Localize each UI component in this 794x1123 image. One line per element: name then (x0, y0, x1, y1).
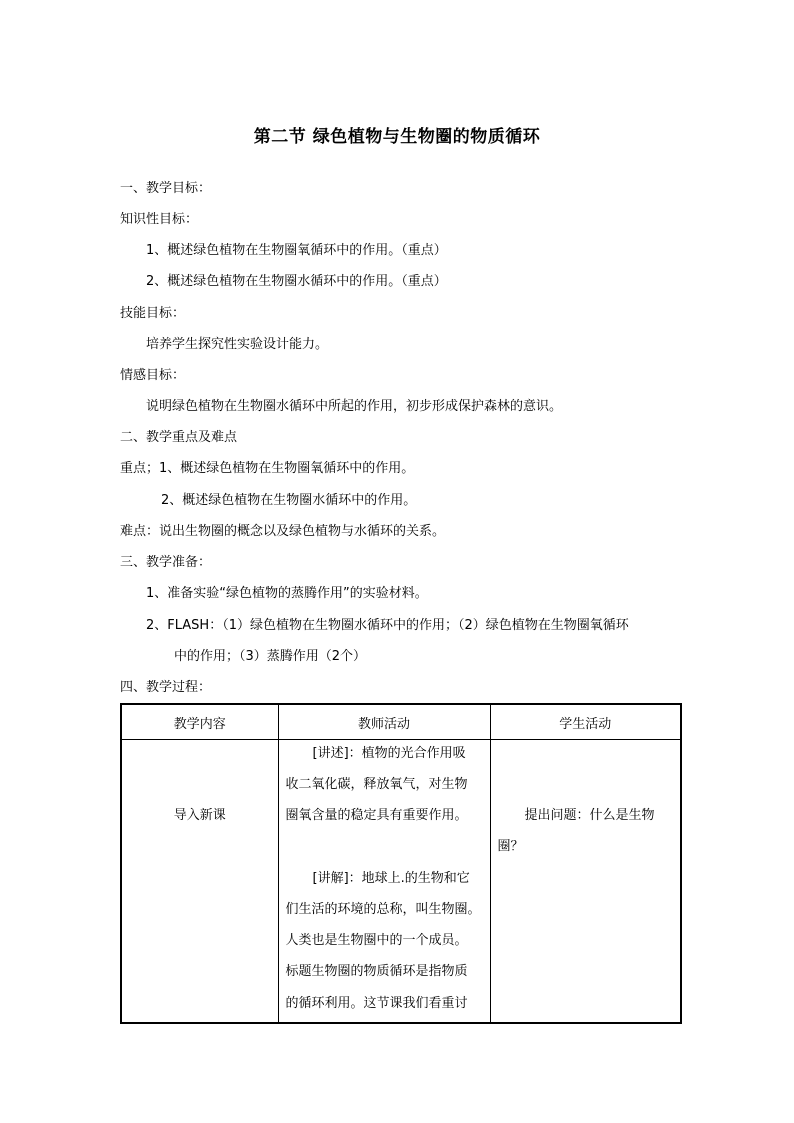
prep-item-2: 2、FLASH：（1）绿色植物在生物圈水循环中的作用；（2）绿色植物在生物圈氧循环 (146, 618, 629, 633)
teacher-line: 们生活的环境的总称，叫生物圈。 (285, 902, 481, 917)
emotion-text: 说明绿色植物在生物圈水循环中所起的作用，初步形成保护森林的意识。 (146, 399, 563, 414)
header-teacher: 教师活动 (278, 704, 490, 740)
skill-label: 技能目标： (120, 306, 186, 321)
teacher-cell (278, 740, 490, 1024)
knowledge-item: 1、概述绿色植物在生物圈氧循环中的作用。（重点） (146, 243, 447, 258)
teacher-line: 人类也是生物圈中的一个成员。 (285, 933, 468, 948)
teacher-line: [讲解]：地球上.的生物和它 (312, 871, 470, 886)
teacher-line: 圈氧含量的稳定具有重要作用。 (285, 808, 468, 823)
prep-heading: 三、教学准备： (120, 555, 212, 570)
header-student: 学生活动 (490, 704, 681, 740)
table-row (121, 740, 681, 1024)
key-point-2: 2、概述绿色植物在生物圈水循环中的作用。 (161, 493, 417, 508)
teacher-line: 收二氧化碳，释放氧气，对生物 (285, 777, 468, 792)
prep-item-2-cont: 中的作用；（3）蒸腾作用（2个） (174, 649, 367, 664)
process-heading: 四、教学过程： (120, 680, 212, 695)
key-point-1: 重点；1、概述绿色植物在生物圈氧循环中的作用。 (120, 461, 415, 476)
student-line: 提出问题：什么是生物 (524, 808, 655, 823)
header-content: 教学内容 (121, 704, 278, 740)
table-header-row (121, 704, 681, 740)
teacher-line: 标题生物圈的物质循环是指物质 (285, 964, 468, 979)
student-line: 圈？ (497, 839, 524, 854)
student-cell (490, 740, 681, 1024)
skill-text: 培养学生探究性实验设计能力。 (146, 337, 329, 352)
content-cell (121, 740, 278, 1024)
prep-item-1: 1、准备实验“绿色植物的蒸腾作用”的实验材料。 (146, 586, 428, 601)
key-points-heading: 二、教学重点及难点 (120, 430, 238, 445)
goals-heading: 一、教学目标： (120, 181, 212, 196)
difficulty-text: 难点：说出生物圈的概念以及绿色植物与水循环的关系。 (120, 524, 446, 539)
knowledge-item: 2、概述绿色植物在生物圈水循环中的作用。（重点） (146, 274, 447, 289)
teacher-line: [讲述]：植物的光合作用吸 (312, 746, 466, 761)
knowledge-label: 知识性目标： (120, 212, 199, 227)
content-text: 导入新课 (173, 808, 226, 823)
process-table (120, 703, 682, 1024)
emotion-label: 情感目标： (120, 368, 186, 383)
teacher-line: 的循环利用。这节课我们看重讨 (285, 996, 468, 1011)
page-title: 第二节 绿色植物与生物圈的物质循环 (253, 127, 541, 147)
